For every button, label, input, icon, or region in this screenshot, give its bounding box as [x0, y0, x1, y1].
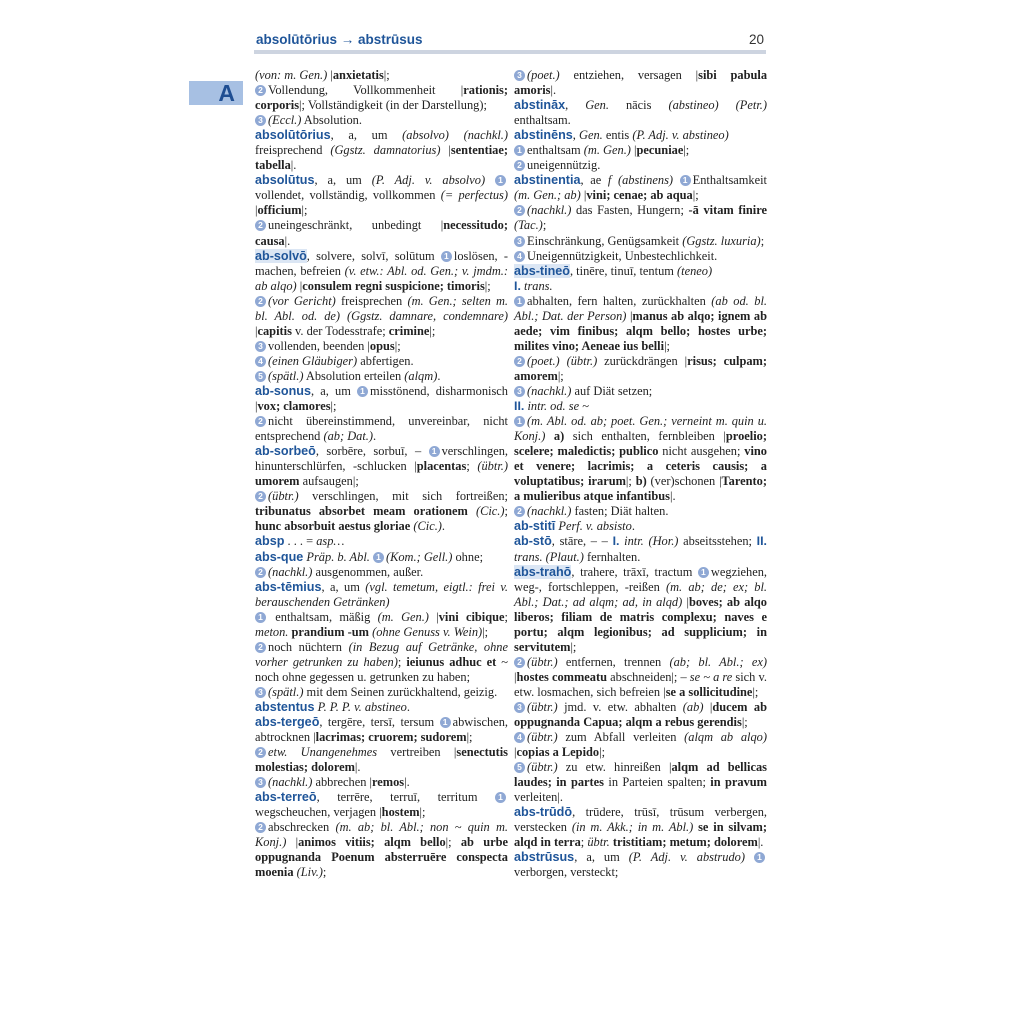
sense-number-badge: 5	[255, 371, 266, 382]
headword: ab-stitī	[514, 519, 556, 534]
dictionary-entry: 1 (m. Abl. od. ab; poet. Gen.; verneint m. quin u. Konj.) a) sich enthalten, fernbleiben |proelio; scelere; maledictis; publico nicht ausgehen; vino et venere; lacrimis; a ceteris causis; a voluptatibus; irarum|; b) (ver)schonen |Tarento; a mulieribus atque infantibus|.	[514, 414, 768, 504]
headword: absp	[255, 534, 285, 549]
sense-number-badge: 1	[495, 175, 506, 186]
dictionary-entry: 1 abhalten, fern halten, zurückhalten (ab od. bl. Abl.; Dat. der Person) |manus ab alqo; ignem ab aede; vim finibus; alqm bello; hostes urbe; milites vino; Aeneae ius belli|;	[514, 293, 767, 353]
headword: absolūtōrius	[255, 128, 331, 143]
sense-number-badge: 2	[255, 296, 266, 307]
sense-number-badge: 1	[680, 175, 691, 186]
dictionary-entry: (von: m. Gen.) |anxietatis|;	[255, 68, 390, 82]
sense-number-badge: 2	[514, 657, 525, 668]
sense-number-badge: 1	[255, 612, 266, 623]
sense-number-badge: 2	[255, 416, 266, 427]
dictionary-entry: ab-stitī Perf. v. absisto.	[514, 519, 635, 534]
sense-number-badge: 2	[255, 85, 266, 96]
headword: abstinentia	[514, 173, 581, 188]
sense-number-badge: 4	[514, 251, 525, 262]
sense-number-badge: 3	[255, 777, 266, 788]
letter-tab	[189, 81, 243, 105]
sense-number-badge: 2	[514, 160, 525, 171]
dictionary-entry: abs-trahō, trahere, trāxī, tractum 1 wegziehen, weg-, fortschleppen, -reißen (m. ab; de; ex; bl. Abl.; Dat.; ad alqm; ad, in alqd) |boves; ab alqo liberos; filiam de matris complexu; naves e portu; alqm legionibus; ad supplicium; in servitutem|;	[514, 564, 768, 654]
dictionary-entry: ab-stō, stāre, – – I. intr. (Hor.) abseitsstehen; II. trans. (Plaut.) fernhalten.	[514, 534, 767, 564]
sense-number-badge: 2	[255, 822, 266, 833]
dictionary-entry: absolūtōrius, a, um (absolvo) (nachkl.) freisprechend (Ggstz. damnatorius) |sententiae; tabella|.	[255, 128, 508, 173]
headword: abstinēns	[514, 128, 573, 143]
dictionary-entry: abstināx, Gen. nācis (abstineo) (Petr.) enthaltsam.	[514, 98, 767, 128]
dictionary-entry: II. intr. od. se ~	[514, 399, 589, 414]
headword: abs-tēmius	[255, 579, 322, 594]
dictionary-entry: absp . . . = asp…	[255, 534, 345, 549]
sense-number-badge: 1	[441, 251, 452, 262]
dictionary-entry: 2 uneingeschränkt, unbedingt |necessitudo; causa|.	[255, 218, 508, 248]
dictionary-entry: 2 (poet.) (übtr.) zurückdrängen |risus; culpam; amorem|;	[514, 353, 767, 383]
left-column	[255, 68, 508, 881]
sense-number-badge: 2	[514, 506, 525, 517]
dictionary-entry: 2 (übtr.) entfernen, trennen (ab; bl. Abl.; ex) |hostes commeatu abschneiden|; – se ~ a re sich v. etw. losmachen, sich befreien |se a sollicitudine|;	[514, 654, 767, 699]
dictionary-entry: 3 vollenden, beenden |opus|;	[255, 339, 508, 354]
sense-number-badge: 1	[373, 552, 384, 563]
headword: ab-solvō	[255, 248, 307, 263]
headword: abstināx	[514, 98, 566, 113]
dictionary-entry: 3 (nachkl.) abbrechen |remos|.	[255, 775, 508, 790]
dictionary-entry: abs-tineō, tinēre, tinuī, tentum (teneo)	[514, 263, 713, 278]
dictionary-entry: 2 etw. Unangenehmes vertreiben |senectutis molestias; dolorem|.	[255, 745, 508, 775]
letter-tab-label: A	[218, 80, 235, 106]
dictionary-entry: abs-tergeō, tergēre, tersī, tersum 1 abwischen, abtrocknen |lacrimas; cruorem; sudorem|;	[255, 715, 508, 745]
sense-number-badge: 3	[514, 702, 525, 713]
dictionary-entry: abstinēns, Gen. entis (P. Adj. v. abstineo)	[514, 128, 729, 143]
dictionary-entry: 2 (nachkl.) fasten; Diät halten.	[514, 504, 767, 519]
sense-number-badge: 3	[514, 236, 525, 247]
sense-number-badge: 3	[255, 687, 266, 698]
dictionary-entry: 4 (übtr.) zum Abfall verleiten (alqm ab alqo) |copias a Lepido|;	[514, 730, 767, 760]
sense-number-badge: 1	[514, 416, 525, 427]
headword: absolūtus	[255, 173, 315, 188]
sense-number-badge: 1	[514, 145, 525, 156]
dictionary-entry: 3 (Eccl.) Absolution.	[255, 113, 508, 128]
page-number: 20	[748, 32, 764, 47]
sense-number-badge: 3	[255, 341, 266, 352]
sense-number-badge: 5	[514, 762, 525, 773]
headword: abs-terreō	[255, 790, 317, 805]
dictionary-entry: 1 enthaltsam, mäßig (m. Gen.) |vini cibique; meton. prandium -um (ohne Genuss v. Wein)|;	[255, 609, 508, 639]
sense-number-badge: 1	[514, 296, 525, 307]
dictionary-entry: 2 noch nüchtern (in Bezug auf Getränke, ohne vorher getrunken zu haben); ieiunus adhuc et ~ noch ohne gegessen u. getrunken zu haben;	[255, 639, 508, 684]
dictionary-entry: 2 uneigennützig.	[514, 158, 767, 173]
sense-number-badge: 3	[514, 386, 525, 397]
header-rule	[254, 50, 766, 54]
sense-number-badge: 1	[754, 852, 765, 863]
dictionary-entry: 2 nicht übereinstimmend, unvereinbar, nicht entsprechend (ab; Dat.).	[255, 414, 508, 444]
dictionary-entry: 2 (nachkl.) ausgenommen, außer.	[255, 565, 508, 580]
dictionary-entry: 2 Vollendung, Vollkommenheit |rationis; corporis|; Vollständigkeit (in der Darstellung);	[255, 83, 508, 113]
dictionary-entry: 1 enthaltsam (m. Gen.) |pecuniae|;	[514, 143, 767, 158]
page-header	[254, 30, 766, 56]
sense-number-badge: 1	[698, 567, 709, 578]
sense-number-badge: 1	[495, 792, 506, 803]
dictionary-entry: ab-solvō, solvere, solvī, solūtum 1 loslösen, -machen, befreien (v. etw.: Abl. od. Gen.; v. jmdm.: ab alqo) |consulem regni suspicione; timoris|;	[255, 248, 508, 293]
sense-number-badge: 2	[255, 220, 266, 231]
dictionary-entry: 5 (spätl.) Absolution erteilen (alqm).	[255, 369, 508, 384]
headword: abs-trūdō	[514, 805, 573, 820]
sense-number-badge: 1	[440, 717, 451, 728]
dictionary-entry: 2 abschrecken (m. ab; bl. Abl.; non ~ quin m. Konj.) |animos vitiis; alqm bello|; ab urbe oppugnanda Poenum absterruēre conspecta moenia (Liv.);	[255, 820, 508, 880]
dictionary-entry: abstentus P. P. P. v. abstineo.	[255, 699, 410, 714]
headword: abstrūsus	[514, 850, 575, 865]
sense-number-badge: 3	[514, 70, 525, 81]
dictionary-entry: 4 (einen Gläubiger) abfertigen.	[255, 354, 508, 369]
sense-number-badge: 3	[255, 115, 266, 126]
sense-number-badge: 1	[357, 386, 368, 397]
headword: abs-trahō	[514, 564, 572, 579]
dictionary-entry: 2 (übtr.) verschlingen, mit sich fortreißen; tribunatus absorbet meam orationem (Cic.); hunc absorbuit aestus gloriae (Cic.).	[255, 489, 508, 534]
right-column	[514, 68, 767, 881]
dictionary-entry: I. trans.	[514, 278, 553, 293]
dictionary-entry: 4 Uneigennützigkeit, Unbestechlichkeit.	[514, 249, 767, 264]
dictionary-entry: abs-que Präp. b. Abl. 1 (Kom.; Gell.) ohne;	[255, 549, 484, 564]
dictionary-entry: ab-sonus, a, um 1 misstönend, disharmonisch |vox; clamores|;	[255, 383, 508, 414]
headword: abstentus	[255, 699, 315, 714]
sense-number-badge: 2	[255, 567, 266, 578]
dictionary-entry: abs-terreō, terrēre, terruī, territum 1wegscheuchen, verjagen |hostem|;	[255, 790, 508, 820]
sense-number-badge: 2	[514, 356, 525, 367]
headword: ab-sonus	[255, 383, 311, 398]
headword: ab-sorbeō	[255, 444, 316, 459]
sense-number-badge: 2	[255, 491, 266, 502]
dictionary-entry: 3 (nachkl.) auf Diät setzen;	[514, 384, 767, 399]
dictionary-entry: 2 (vor Gericht) freisprechen (m. Gen.; selten m. bl. Abl. od. de) (Ggstz. damnare, condemnare) |capitis v. der Todesstrafe; crimine|;	[255, 293, 508, 338]
dictionary-entry: absolūtus, a, um (P. Adj. v. absolvo) 1vollendet, vollständig, vollkommen (= perfectus) |officium|;	[255, 173, 508, 218]
dictionary-entry: abstinentia, ae f (abstinens) 1 Enthaltsamkeit (m. Gen.; ab) |vini; cenae; ab aqua|;	[514, 173, 767, 203]
dictionary-entry: ab-sorbeō, sorbēre, sorbuī, – 1 verschlingen, hinunterschlürfen, -schlucken |placentas; (übtr.) umorem aufsaugen|;	[255, 444, 508, 489]
sense-number-badge: 2	[514, 205, 525, 216]
dictionary-entry: 5 (übtr.) zu etw. hinreißen |alqm ad bellicas laudes; in partes in Parteien spalten; in pravum verleiten|.	[514, 760, 767, 805]
dictionary-entry: 3 (poet.) entziehen, versagen |sibi pabula amoris|.	[514, 68, 768, 98]
running-head: absolūtōrius → abstrūsus	[256, 32, 423, 47]
sense-number-badge: 2	[255, 642, 266, 653]
dictionary-entry: abstrūsus, a, um (P. Adj. v. abstrudo) 1verborgen, versteckt;	[514, 850, 767, 880]
dictionary-entry: abs-tēmius, a, um (vgl. temetum, eigtl.: frei v. berauschenden Getränken)	[255, 579, 509, 609]
dictionary-entry: 2 (nachkl.) das Fasten, Hungern; -ā vitam finire (Tac.);	[514, 203, 767, 233]
headword: abs-que	[255, 549, 304, 564]
sense-number-badge: 1	[429, 446, 440, 457]
headword: abs-tineō	[514, 263, 570, 278]
sense-number-badge: 2	[255, 747, 266, 758]
dictionary-entry: abs-trūdō, trūdere, trūsī, trūsum verbergen, verstecken (in m. Akk.; in m. Abl.) se in silvam; alqd in terra; übtr. tristitiam; metum; dolorem|.	[514, 805, 767, 850]
dictionary-entry: 3 (übtr.) jmd. v. etw. abhalten (ab) |ducem ab oppugnanda Capua; alqm a rebus gerendis|;	[514, 699, 767, 730]
dictionary-entry: 3 (spätl.) mit dem Seinen zurückhaltend, geizig.	[255, 685, 508, 700]
sense-number-badge: 4	[255, 356, 266, 367]
headword: abs-tergeō	[255, 715, 320, 730]
headword: ab-stō	[514, 534, 552, 549]
sense-number-badge: 4	[514, 732, 525, 743]
dictionary-entry: 3 Einschränkung, Genügsamkeit (Ggstz. luxuria);	[514, 234, 767, 249]
